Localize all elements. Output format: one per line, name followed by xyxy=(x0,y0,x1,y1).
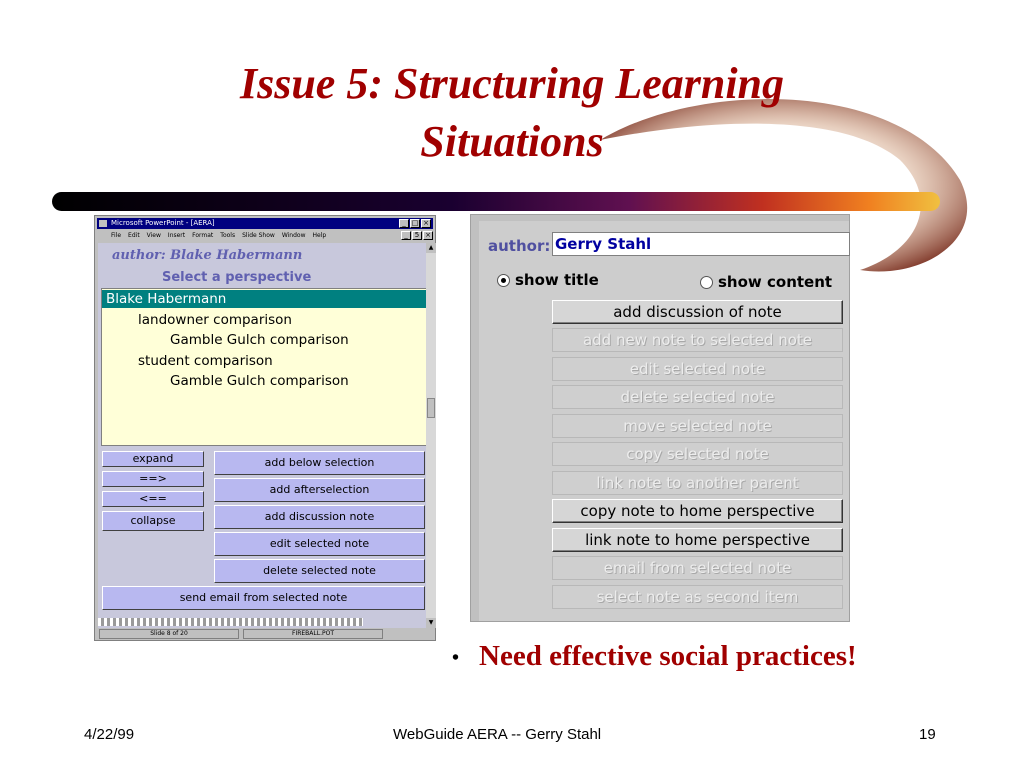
doc-minimize-button[interactable]: _ xyxy=(401,231,411,240)
menu-tools[interactable]: Tools xyxy=(220,232,236,239)
add-discussion-note-button[interactable]: add discussion note xyxy=(214,505,425,529)
select-note-as-second-item-button[interactable]: select note as second item xyxy=(552,585,843,609)
scroll-up-icon[interactable]: ▲ xyxy=(426,243,436,253)
scroll-thumb[interactable] xyxy=(427,398,435,418)
menu-slide-show[interactable]: Slide Show xyxy=(242,232,275,239)
bullet-text: Need effective social practices! xyxy=(479,640,857,672)
edit-selected-note-button[interactable]: edit selected note xyxy=(214,532,425,556)
app-icon xyxy=(99,220,107,227)
menu-format[interactable]: Format xyxy=(192,232,214,239)
perspective-label: Select a perspective xyxy=(162,270,312,285)
add-below-selection-button[interactable]: add below selection xyxy=(214,451,425,475)
slide-title-line-2: Situations xyxy=(420,117,604,166)
radio-selected-icon[interactable] xyxy=(497,274,510,287)
copy-note-to-home-button[interactable]: copy note to home perspective xyxy=(552,499,843,523)
author-label: author: Blake Habermann xyxy=(112,248,303,263)
menu-edit[interactable]: Edit xyxy=(128,232,140,239)
menu-insert[interactable]: Insert xyxy=(167,232,186,239)
doc-close-button[interactable]: × xyxy=(423,231,433,240)
author-label: author: xyxy=(488,237,551,255)
add-discussion-of-note-button[interactable]: add discussion of note xyxy=(552,300,843,324)
author-field[interactable]: Gerry Stahl xyxy=(552,232,850,256)
delete-selected-note-button[interactable]: delete selected note xyxy=(552,385,843,409)
bullet-point xyxy=(452,640,857,673)
tree-item[interactable]: student comparison xyxy=(138,353,273,369)
webguide-pane xyxy=(98,243,427,628)
menu-view[interactable]: View xyxy=(146,232,161,239)
radio-show-title[interactable] xyxy=(497,271,599,289)
maximize-button[interactable]: □ xyxy=(411,219,419,227)
footer-date: 4/22/99 xyxy=(84,726,135,743)
add-new-note-button[interactable]: add new note to selected note xyxy=(552,328,843,352)
slide-title-line-1: Issue 5: Structuring Learning xyxy=(239,59,785,108)
window-titlebar[interactable] xyxy=(97,218,433,229)
delete-selected-note-button[interactable]: delete selected note xyxy=(214,559,425,583)
move-selected-note-button[interactable]: move selected note xyxy=(552,414,843,438)
perspective-tree[interactable] xyxy=(101,288,427,446)
status-bar xyxy=(97,628,433,640)
slide-title xyxy=(0,55,1024,171)
link-note-to-home-button[interactable]: link note to home perspective xyxy=(552,528,843,552)
copy-selected-note-button[interactable]: copy selected note xyxy=(552,442,843,466)
menu-file[interactable]: File xyxy=(111,232,122,239)
vertical-scrollbar[interactable] xyxy=(426,243,436,628)
tree-item-selected[interactable]: Blake Habermann xyxy=(102,290,426,308)
email-from-selected-note-button[interactable]: email from selected note xyxy=(552,556,843,580)
menu-window[interactable]: Window xyxy=(281,232,306,239)
minimize-button[interactable]: _ xyxy=(399,219,409,228)
move-left-button[interactable]: <== xyxy=(102,491,204,507)
window-title: Microsoft PowerPoint - [AERA] xyxy=(111,219,215,227)
webguide-panel xyxy=(470,214,850,622)
doc-restore-button[interactable]: 5 xyxy=(412,231,422,240)
move-right-button[interactable]: ==> xyxy=(102,471,204,487)
edit-selected-note-button[interactable]: edit selected note xyxy=(552,357,843,381)
add-after-selection-button[interactable]: add afterselection xyxy=(214,478,425,502)
menu-help[interactable]: Help xyxy=(312,232,327,239)
tree-item[interactable]: landowner comparison xyxy=(138,312,292,328)
scroll-down-icon[interactable]: ▼ xyxy=(426,618,436,628)
tree-item[interactable]: Gamble Gulch comparison xyxy=(170,332,349,348)
slide-sorter-strip xyxy=(98,618,363,626)
radio-show-content-label: show content xyxy=(718,273,833,291)
close-button[interactable]: × xyxy=(421,219,431,228)
radio-show-content[interactable] xyxy=(700,273,832,291)
tree-item[interactable]: Gamble Gulch comparison xyxy=(170,373,349,389)
radio-unselected-icon[interactable] xyxy=(700,276,713,289)
powerpoint-window xyxy=(94,215,436,641)
menubar xyxy=(97,230,433,241)
status-slide-count: Slide 8 of 20 xyxy=(99,629,239,639)
status-template: FIREBALL.POT xyxy=(243,629,383,639)
footer-page-number: 19 xyxy=(919,726,936,743)
footer-center: WebGuide AERA -- Gerry Stahl xyxy=(393,726,602,743)
bullet-icon: • xyxy=(452,646,460,669)
send-email-button[interactable]: send email from selected note xyxy=(102,586,425,610)
collapse-button[interactable]: collapse xyxy=(102,511,204,531)
radio-show-title-label: show title xyxy=(515,271,599,289)
link-note-to-parent-button[interactable]: link note to another parent xyxy=(552,471,843,495)
expand-button[interactable]: expand xyxy=(102,451,204,467)
